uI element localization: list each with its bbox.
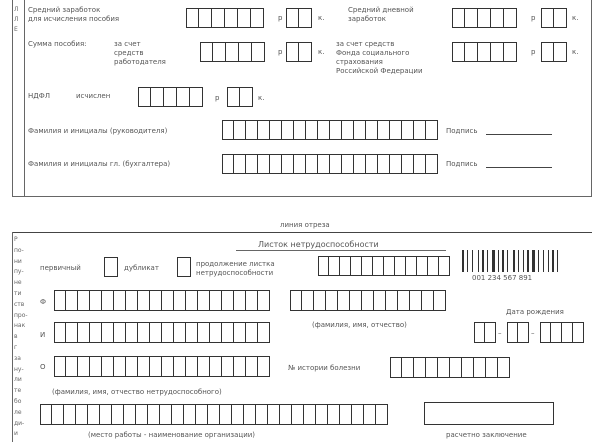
surname-cells[interactable] — [54, 290, 270, 311]
history-number-cells[interactable] — [390, 357, 510, 378]
barcode-bar — [527, 250, 529, 272]
continuation-label: продолжение листка нетрудоспособности — [196, 260, 275, 277]
upper-left-border — [12, 0, 13, 196]
side-text-fragment: по- — [14, 246, 24, 254]
kop-label: к. — [318, 14, 325, 22]
average-earnings-label: Средний заработок для исчисления пособия — [28, 6, 120, 23]
rub-label: р — [215, 94, 220, 102]
row-mark-f: Ф — [40, 298, 47, 306]
barcode-bar — [538, 250, 539, 272]
barcode-bar — [498, 250, 499, 272]
barcode-bar — [487, 250, 488, 272]
ndfl-rub-cells[interactable] — [138, 87, 203, 107]
birth-date-label: Дата рождения — [506, 308, 564, 316]
side-text-fragment: ле — [14, 408, 22, 416]
patronymic-cells[interactable] — [54, 356, 270, 377]
row-mark-o: О — [40, 363, 46, 371]
lower-left-border — [12, 232, 13, 442]
ndfl-label: НДФЛ — [28, 92, 51, 100]
doc-title: Листок нетрудоспособности — [258, 240, 379, 249]
side-text-fragment: про- — [14, 311, 28, 319]
birth-year-cells[interactable] — [540, 322, 584, 343]
side-text-fragment: не — [14, 279, 22, 287]
cut-line — [12, 232, 592, 233]
rub-label: р — [531, 48, 536, 56]
upper-bottom-border — [12, 196, 592, 197]
side-text-fragment: и — [14, 430, 18, 438]
accountant-label: Фамилия и инициалы гл. (бухгалтера) — [28, 160, 171, 168]
side-text-fragment: г — [14, 344, 18, 351]
first-name-cells[interactable] — [54, 322, 270, 343]
name-caption: (фамилия, имя, отчество нетрудоспособного) — [52, 388, 222, 396]
side-text-fragment: ди- — [14, 419, 25, 427]
side-text-fragment: ли — [14, 376, 22, 384]
head-name-cells[interactable] — [222, 120, 438, 140]
side-letter: Л — [14, 6, 19, 13]
daily-earnings-rub-cells[interactable] — [452, 8, 517, 28]
daily-earnings-kop-cells[interactable] — [541, 8, 567, 28]
side-text-fragment: Р — [14, 236, 18, 243]
side-text-fragment: ти — [14, 290, 22, 297]
signature-label: Подпись — [446, 160, 478, 168]
side-text-fragment: за — [14, 354, 21, 362]
daily-earnings-label: Средний дневной заработок — [348, 6, 414, 23]
accountant-name-cells[interactable] — [222, 154, 438, 174]
ndfl-kop-cells[interactable] — [227, 87, 253, 107]
barcode-bar — [552, 250, 554, 272]
history-label: № истории болезни — [288, 364, 361, 372]
side-text-fragment: те — [14, 387, 22, 395]
duplicate-checkbox[interactable] — [177, 257, 191, 277]
birth-day-cells[interactable] — [474, 322, 496, 343]
barcode-bar — [492, 250, 495, 272]
primary-checkbox[interactable] — [104, 257, 118, 277]
primary-label: первичный — [40, 264, 81, 272]
rub-label: р — [278, 14, 283, 22]
registration-field[interactable] — [424, 402, 554, 425]
side-text-fragment: ств — [14, 300, 25, 308]
side-text-fragment: ни — [14, 257, 22, 265]
barcode-bar — [467, 250, 468, 272]
head-signature-line[interactable] — [486, 134, 552, 135]
upper-right-border — [591, 0, 592, 196]
barcode-bar — [478, 250, 479, 272]
barcode-bar — [472, 250, 473, 272]
continuation-number-cells[interactable] — [318, 256, 450, 276]
side-text-fragment: нак — [14, 322, 26, 330]
signature-label: Подпись — [446, 127, 478, 135]
barcode-bar — [548, 250, 549, 272]
side-text-fragment: ну- — [14, 365, 24, 373]
fss-benefit-rub-cells[interactable] — [452, 42, 517, 62]
barcode-number: 001 234 567 891 — [472, 274, 533, 282]
side-text-fragment: пу- — [14, 268, 24, 276]
duplicate-label: дубликат — [124, 264, 159, 272]
head-label: Фамилия и инициалы (руководителя) — [28, 127, 168, 135]
barcode-bar — [557, 250, 558, 272]
barcode-bar — [507, 250, 508, 272]
barcode-bar — [502, 250, 504, 272]
workplace-caption: (место работы - наименование организации) — [88, 431, 256, 439]
barcode-bar — [482, 250, 484, 272]
side-text-fragment: бо — [14, 398, 22, 405]
upper-inner-border — [24, 0, 25, 196]
side-text-fragment: в — [14, 333, 18, 341]
surname-cells-2[interactable] — [290, 290, 446, 311]
accountant-signature-line[interactable] — [486, 167, 552, 168]
withheld-label: исчислен — [76, 92, 111, 100]
employer-account-label: за счет средств работодателя — [114, 40, 166, 66]
rub-label: р — [278, 48, 283, 56]
kop-label: к. — [572, 14, 579, 22]
barcode — [462, 250, 584, 272]
rub-label: р — [531, 14, 536, 22]
kop-label: к. — [318, 48, 325, 56]
registration-caption: расчетно заключение — [446, 431, 527, 439]
average-earnings-rub-cells[interactable] — [186, 8, 264, 28]
barcode-bar — [513, 250, 515, 272]
barcode-bar — [462, 250, 464, 272]
benefit-sum-label: Сумма пособия: — [28, 40, 87, 48]
kop-label: к. — [572, 48, 579, 56]
average-earnings-kop-cells[interactable] — [286, 8, 312, 28]
date-separator: – — [498, 329, 502, 337]
row-mark-i: И — [40, 331, 46, 339]
side-letter: Л — [14, 16, 19, 23]
fss-account-label: за счет средств Фонда социального страхования Российской Федерации — [336, 40, 423, 75]
kop-label: к. — [258, 94, 265, 102]
employer-benefit-rub-cells[interactable] — [200, 42, 265, 62]
barcode-bar — [532, 250, 535, 272]
barcode-bar — [543, 250, 544, 272]
barcode-bar — [523, 250, 524, 272]
date-separator: – — [531, 329, 535, 337]
employer-benefit-kop-cells[interactable] — [286, 42, 312, 62]
barcode-bar — [518, 250, 519, 272]
birth-month-cells[interactable] — [507, 322, 529, 343]
side-letter: Е — [14, 26, 18, 33]
cut-line-label: линия отреза — [280, 221, 330, 229]
fss-benefit-kop-cells[interactable] — [541, 42, 567, 62]
workplace-cells[interactable] — [40, 404, 388, 425]
title-underline — [236, 250, 446, 251]
gender-caption: (фамилия, имя, отчество) — [312, 321, 407, 329]
